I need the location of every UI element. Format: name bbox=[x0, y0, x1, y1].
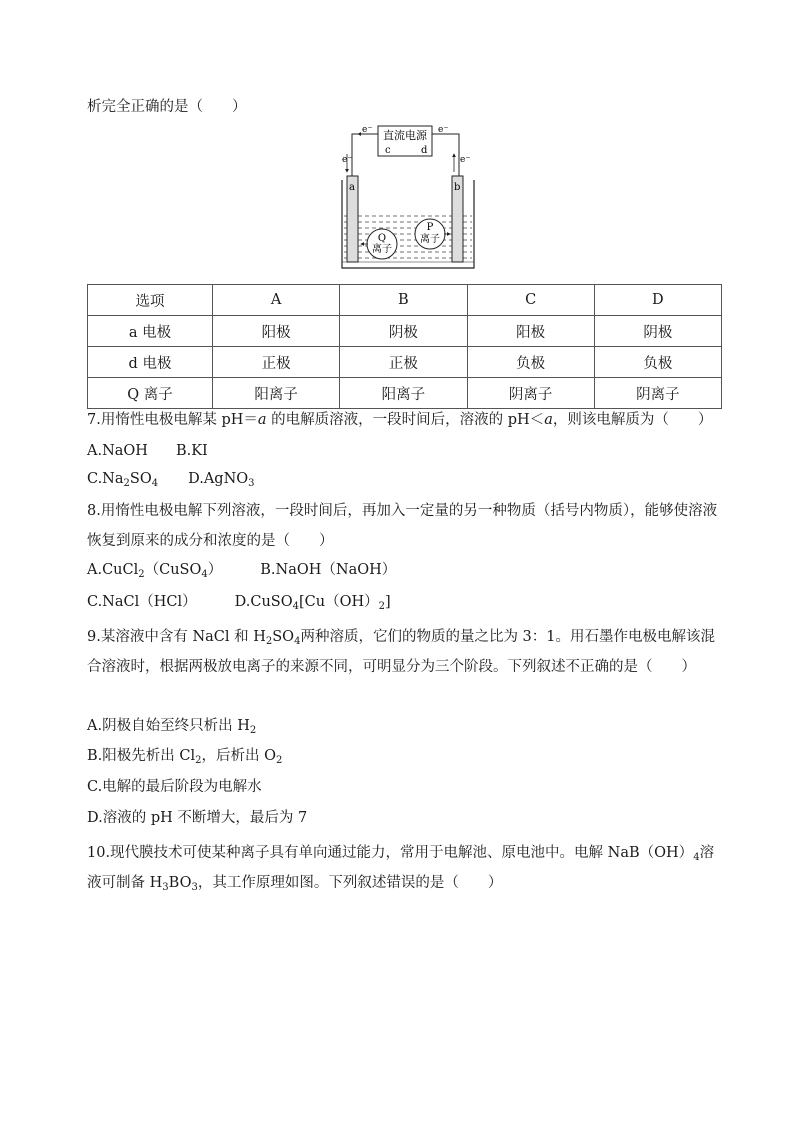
wire-left bbox=[352, 134, 378, 176]
q7-options-ab bbox=[87, 441, 208, 461]
table-cell: 选项 bbox=[88, 285, 213, 316]
table-cell: 阴离子 bbox=[467, 378, 594, 409]
q9-option-d: D.溶液的 pH 不断增大，最后为 7 bbox=[87, 810, 308, 826]
q7-var: a bbox=[544, 412, 553, 428]
table-header-row bbox=[88, 285, 722, 316]
table-cell: a 电极 bbox=[88, 316, 213, 347]
power-source-label: 直流电源 bbox=[383, 129, 427, 142]
electron-top-left: e− bbox=[362, 124, 373, 135]
q7-var: a bbox=[257, 412, 267, 428]
q9-option-b: B.阳极先析出 $Cl_2$，后析出 $O_2$ bbox=[87, 748, 283, 766]
q8-option-c: C.NaCl（HCl） bbox=[87, 594, 197, 610]
table-cell: Q 离子 bbox=[88, 378, 213, 409]
table-row bbox=[88, 378, 722, 409]
electrode-a-label: a bbox=[349, 182, 355, 193]
q7-stem-before: 7.用惰性电极电解某 pH＝ bbox=[87, 412, 258, 428]
table-cell: 正极 bbox=[213, 347, 340, 378]
q8-option-d: $D.CuSO_4[Cu(OH)_2]$ bbox=[234, 594, 391, 612]
table-cell: 阴极 bbox=[340, 316, 467, 347]
q8-options-ab bbox=[87, 560, 396, 580]
electron-right: e− bbox=[460, 154, 471, 165]
q7-option-d: D.AgNO$_3$ bbox=[188, 471, 255, 489]
ion-q-word: 离子 bbox=[372, 244, 392, 255]
q7-option-c: $C.Na_2SO_4$ bbox=[87, 471, 159, 489]
table-cell: 阳离子 bbox=[213, 378, 340, 409]
intro-text bbox=[87, 97, 247, 117]
q8-option-a: A.CuCl$_2$（CuSO$_4$） bbox=[87, 562, 223, 580]
q8-stem: 8.用惰性电极电解下列溶液，一段时间后，再加入一定量的另一种物质（括号内物质），能够使溶液恢复到原来的成分和浓度的是（ ） bbox=[87, 503, 718, 549]
q7-option-b: B.KI bbox=[175, 443, 208, 459]
table-cell: 阳极 bbox=[467, 316, 594, 347]
table-cell: C bbox=[467, 285, 594, 316]
intro-tail: 析完全正确的是（ ） bbox=[87, 99, 247, 115]
terminal-d: d bbox=[421, 145, 428, 156]
q8-option-b: B.NaOH（NaOH） bbox=[260, 562, 397, 578]
table-cell: D bbox=[594, 285, 721, 316]
table-cell: 负极 bbox=[594, 347, 721, 378]
table-cell: B bbox=[340, 285, 467, 316]
table-cell: 阴极 bbox=[594, 316, 721, 347]
table-row bbox=[88, 347, 722, 378]
q7-stem-after: ，则该电解质为（ ） bbox=[552, 412, 713, 428]
table-cell: 负极 bbox=[467, 347, 594, 378]
q7-stem-middle: 的电解质溶液，一段时间后，溶液的 pH＜ bbox=[266, 412, 545, 428]
ion-p-letter: P bbox=[426, 222, 434, 233]
q8-options-cd bbox=[87, 592, 391, 612]
table-cell: 阴离子 bbox=[594, 378, 721, 409]
ion-p-word: 离子 bbox=[420, 234, 440, 245]
q7-options-cd bbox=[87, 469, 255, 489]
q9-option-a: A.阴极自始至终只析出 $H_2$ bbox=[87, 718, 257, 736]
q9-option-c: C.电解的最后阶段为电解水 bbox=[87, 779, 262, 795]
q10-stem: 10.现代膜技术可使某种离子具有单向通过能力，常用于电解池、原电池中。电解 $NaB(OH)_4$溶液可制备 $H_3BO_3$，其工作原理如图。下列叙述错误的是（ ） bbox=[87, 845, 715, 893]
electrolysis-diagram bbox=[328, 124, 488, 274]
table-row bbox=[88, 316, 722, 347]
wire-right bbox=[432, 134, 459, 176]
electrode-b-label: b bbox=[454, 182, 461, 193]
table-cell: A bbox=[213, 285, 340, 316]
electron-left: e− bbox=[342, 154, 353, 165]
q7-option-a: A.NaOH bbox=[87, 443, 148, 459]
ion-q-letter: Q bbox=[377, 233, 387, 244]
q7-stem bbox=[87, 410, 712, 430]
options-table bbox=[87, 284, 722, 409]
table-cell: 阳极 bbox=[213, 316, 340, 347]
q9-stem: 9.某溶液中含有 NaCl 和 $H_2SO_4$两种溶质，它们的物质的量之比为 3：1。用石墨作电极电解该混合溶液时，根据两极放电离子的来源不同，可明显分为三个阶段。下列叙述不正确的是（ ） bbox=[87, 629, 716, 675]
terminal-c: c bbox=[385, 145, 391, 156]
table-cell: 阳离子 bbox=[340, 378, 467, 409]
table-cell: 正极 bbox=[340, 347, 467, 378]
electron-top-right: e− bbox=[438, 124, 449, 135]
table-cell: d 电极 bbox=[88, 347, 213, 378]
